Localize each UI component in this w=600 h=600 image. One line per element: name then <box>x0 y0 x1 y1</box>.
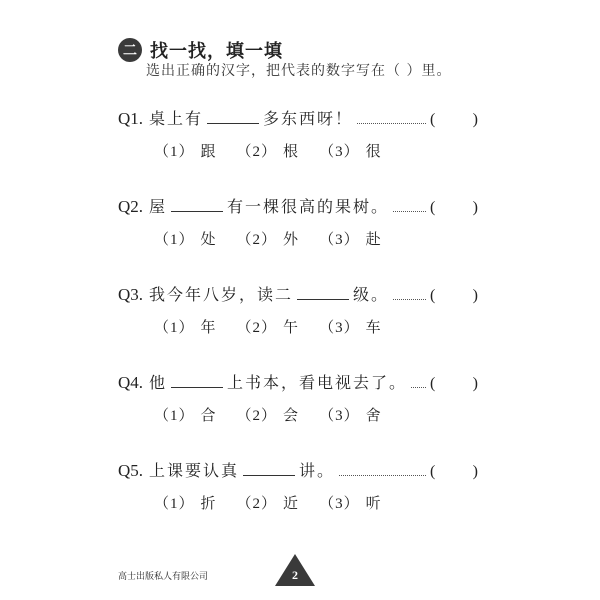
dot-leader <box>357 122 426 124</box>
option-1: （1） 年 <box>154 318 217 336</box>
question-5 <box>118 458 478 513</box>
question-number: Q2. <box>118 197 144 216</box>
question-line <box>118 458 478 480</box>
option-3: （3） 听 <box>319 494 382 512</box>
answer-blank <box>243 461 295 476</box>
answer-parentheses[interactable] <box>430 111 478 129</box>
option-3: （3） 舍 <box>319 406 382 424</box>
option-2: （2） 外 <box>236 230 300 248</box>
question-1 <box>118 106 478 161</box>
option-1: （1） 折 <box>154 494 217 512</box>
answer-parentheses[interactable] <box>430 199 478 217</box>
question-text-before: 屋 <box>149 197 168 216</box>
option-3: （3） 很 <box>319 142 382 160</box>
answer-parentheses[interactable] <box>430 287 478 305</box>
dot-leader <box>393 298 426 300</box>
dot-leader <box>339 474 426 476</box>
question-text-after: 多东西呀！ <box>263 109 354 128</box>
question-line <box>118 194 478 216</box>
question-text-after: 级。 <box>353 285 390 304</box>
section-number-badge: 二 <box>118 38 142 62</box>
question-text-before: 我今年八岁，读二 <box>149 285 294 304</box>
answer-blank <box>297 285 349 300</box>
question-text-before: 他 <box>149 373 168 392</box>
paren-close: ) <box>472 463 478 480</box>
paren-close: ) <box>472 375 478 392</box>
page-number: 2 <box>292 568 298 582</box>
option-2: （2） 根 <box>236 142 300 160</box>
question-2 <box>118 194 478 249</box>
paren-close: ) <box>472 111 478 128</box>
question-4 <box>118 370 478 425</box>
question-text-after: 讲。 <box>299 461 336 480</box>
answer-parentheses[interactable] <box>430 463 478 481</box>
dot-leader <box>393 210 426 212</box>
question-3 <box>118 282 478 337</box>
question-number: Q4. <box>118 373 144 392</box>
option-3: （3） 赴 <box>319 230 382 248</box>
question-text-before: 桌上有 <box>149 109 204 128</box>
answer-blank <box>171 197 223 212</box>
paren-open: ( <box>430 463 436 480</box>
answer-blank <box>207 109 259 124</box>
question-number: Q3. <box>118 285 144 304</box>
section-title: 找一找，填一填 <box>150 41 283 62</box>
answer-parentheses[interactable] <box>430 375 478 393</box>
question-number: Q1. <box>118 109 144 128</box>
question-text-after: 有一棵很高的果树。 <box>227 197 390 216</box>
option-list <box>154 316 478 337</box>
option-2: （2） 会 <box>236 406 300 424</box>
paren-open: ( <box>430 375 436 392</box>
paren-open: ( <box>430 287 436 304</box>
paren-open: ( <box>430 111 436 128</box>
dot-leader <box>411 386 426 388</box>
option-1: （1） 处 <box>154 230 217 248</box>
option-list <box>154 492 478 513</box>
answer-blank <box>171 373 223 388</box>
option-list <box>154 404 478 425</box>
option-1: （1） 合 <box>154 406 217 424</box>
option-2: （2） 近 <box>236 494 300 512</box>
question-line <box>118 370 478 392</box>
paren-close: ) <box>472 287 478 304</box>
question-text-before: 上课要认真 <box>149 461 240 480</box>
instruction-text: 选出正确的汉字，把代表的数字写在（ ）里。 <box>146 63 452 79</box>
paren-close: ) <box>472 199 478 216</box>
option-2: （2） 午 <box>236 318 300 336</box>
question-line <box>118 282 478 304</box>
question-number: Q5. <box>118 461 144 480</box>
question-line <box>118 106 478 128</box>
option-3: （3） 车 <box>319 318 382 336</box>
option-1: （1） 跟 <box>154 142 217 160</box>
paren-open: ( <box>430 199 436 216</box>
option-list <box>154 228 478 249</box>
publisher-name: 高士出版私人有限公司 <box>118 572 209 582</box>
question-text-after: 上书本，看电视去了。 <box>227 373 408 392</box>
option-list <box>154 140 478 161</box>
